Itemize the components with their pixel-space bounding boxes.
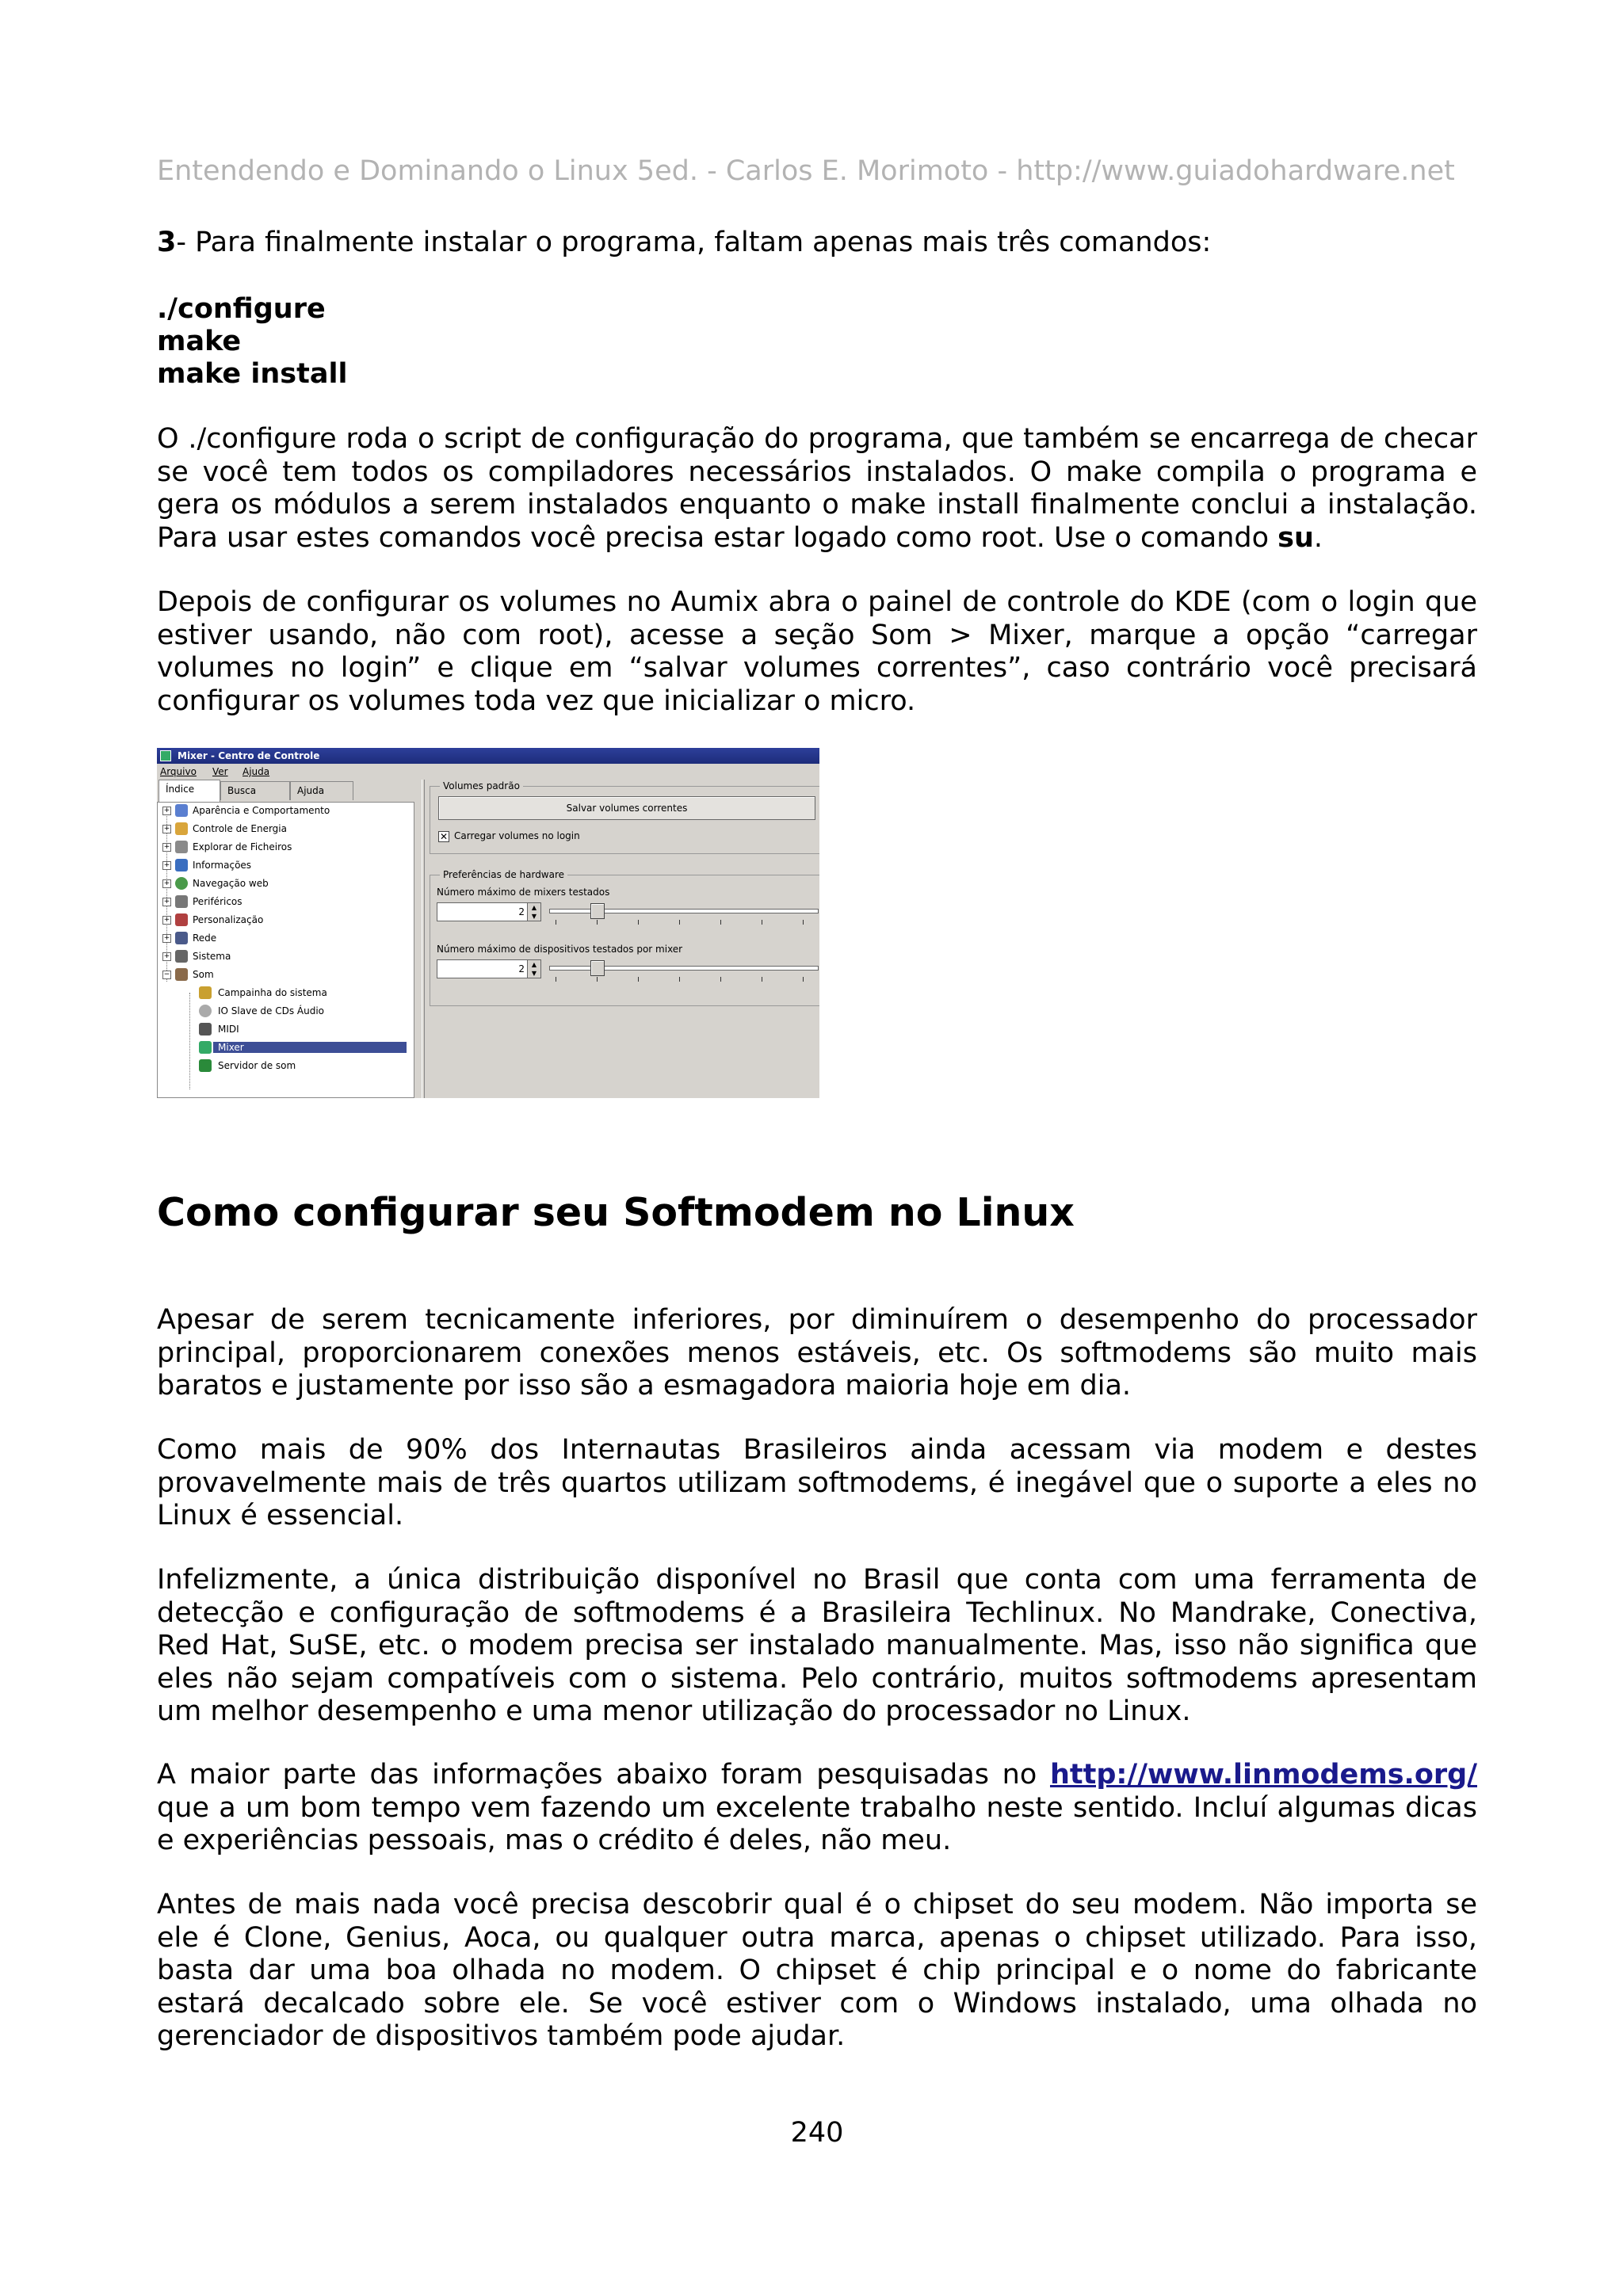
tree-item-label: Rede <box>193 933 217 944</box>
hardware-preferences-group <box>430 869 819 1006</box>
group-label: Preferências de hardware <box>440 869 567 880</box>
tree-item-label: Som <box>193 969 214 980</box>
paragraph-configure <box>157 423 1477 555</box>
spin-arrows-icon[interactable]: ▲ ▼ <box>527 903 540 921</box>
kde-window-icon <box>160 750 171 761</box>
menu-arquivo[interactable]: Arquivo <box>160 766 197 777</box>
max-devices-label: Número máximo de dispositivos testados por mixer <box>437 944 683 955</box>
expand-icon[interactable]: + <box>163 825 170 833</box>
file-manager-icon <box>175 841 188 853</box>
slider-tick <box>679 977 680 982</box>
page-number: 240 <box>790 2117 844 2149</box>
slider-tick <box>720 977 721 982</box>
tree-item-label: Sistema <box>193 951 231 962</box>
tree-item-label: Periféricos <box>193 896 242 907</box>
max-mixers-slider-handle[interactable] <box>590 903 605 919</box>
appearance-icon <box>175 804 188 817</box>
menu-ver[interactable]: Ver <box>212 766 228 777</box>
module-tree <box>157 802 414 1098</box>
tab-busca[interactable]: Busca <box>220 781 290 800</box>
slider-tick <box>638 977 639 982</box>
tree-item-label: Controle de Energia <box>193 823 287 834</box>
slider-tick <box>597 920 598 925</box>
max-mixers-label: Número máximo de mixers testados <box>437 887 610 898</box>
max-devices-spinbox[interactable] <box>437 959 541 978</box>
max-devices-slider[interactable] <box>549 966 819 971</box>
menu-ajuda[interactable]: Ajuda <box>242 766 270 777</box>
expand-icon[interactable]: + <box>163 807 170 814</box>
running-header: Entendendo e Dominando o Linux 5ed. - Carlos E. Morimoto - http://www.guiadohardware.net <box>157 155 1455 187</box>
slider-tick <box>597 977 598 982</box>
mixer-icon <box>199 1041 212 1054</box>
tree-item-label: Informações <box>193 860 252 871</box>
sidebar-tabs <box>157 780 442 802</box>
tree-item-label: IO Slave de CDs Áudio <box>218 1005 325 1016</box>
expand-icon[interactable]: + <box>163 843 170 851</box>
paragraph-softmodems: Apesar de serem tecnicamente inferiores, por diminuírem o desempenho do processador principal, proporcionarem conexões menos estáveis, etc. Os softmodems são muito mais baratos e justamente por isso são a esmagadora maioria hoje em dia. <box>157 1304 1477 1402</box>
tree-item-label: Explorar de Ficheiros <box>193 841 292 852</box>
network-icon <box>175 932 188 944</box>
tree-item-label: Personalização <box>193 914 264 925</box>
system-icon <box>175 950 188 963</box>
info-icon <box>175 859 188 871</box>
splitter[interactable] <box>422 780 425 1098</box>
paragraph-linmodems-text: A maior parte das informações abaixo foram pesquisadas no <box>157 1759 1050 1791</box>
tree-item-label: MIDI <box>218 1024 239 1035</box>
slider-tick <box>803 920 804 925</box>
command-configure: ./configure <box>157 293 326 325</box>
expand-icon[interactable]: + <box>163 952 170 960</box>
default-volumes-group <box>430 780 819 854</box>
paragraph-configure-end: . <box>1313 521 1323 554</box>
max-devices-slider-handle[interactable] <box>590 960 605 976</box>
tab-indice[interactable]: Índice <box>158 780 220 802</box>
slider-tick <box>638 920 639 925</box>
spin-value: 2 <box>518 963 525 974</box>
expand-icon[interactable]: + <box>163 898 170 906</box>
tree-item-label: Servidor de som <box>218 1060 296 1071</box>
slider-tick <box>679 920 680 925</box>
checkbox-label: Carregar volumes no login <box>454 830 580 841</box>
bell-icon <box>199 986 212 999</box>
tree-item-label: Aparência e Comportamento <box>193 805 330 816</box>
group-label: Volumes padrão <box>440 780 523 791</box>
paragraph-internautas: Como mais de 90% dos Internautas Brasileiros ainda acessam via modem e destes provavelmente mais de três quartos utilizam softmodems, é inegável que o suporte a eles no Linux é essencial. <box>157 1434 1477 1531</box>
sound-icon <box>175 968 188 981</box>
step-text: - Para finalmente instalar o programa, faltam apenas mais três comandos: <box>176 227 1212 258</box>
slider-tick <box>720 920 721 925</box>
globe-icon <box>175 877 188 890</box>
tree-item-mixer[interactable] <box>158 1039 411 1057</box>
tab-ajuda[interactable]: Ajuda <box>290 781 353 800</box>
sound-server-icon <box>199 1059 212 1072</box>
mixer-settings-panel <box>430 780 819 1098</box>
expand-icon[interactable]: + <box>163 861 170 869</box>
linmodems-link[interactable]: http://www.linmodems.org/ <box>1049 1759 1477 1791</box>
tree-item-label: Campainha do sistema <box>218 987 327 998</box>
midi-icon <box>199 1023 212 1035</box>
window-title: Mixer - Centro de Controle <box>178 750 320 761</box>
paragraph-distribuicao: Infelizmente, a única distribuição disponível no Brasil que conta com uma ferramenta de detecção e configuração de softmodems é a Brasileira Techlinux. No Mandrake, Conectiva, Red Hat, SuSE, etc. o modem precisa ser instalado manualmente. Mas, isso não significa que eles não sejam compatíveis com o sistema. Pelo contrário, muitos softmodems apresentam um melhor desempenho e uma menor utilização do processador no Linux. <box>157 1564 1477 1727</box>
section-heading: Como configurar seu Softmodem no Linux <box>157 1190 1075 1235</box>
peripherals-icon <box>175 895 188 908</box>
kde-mixer-screenshot <box>157 748 819 1098</box>
paragraph-aumix: Depois de configurar os volumes no Aumix abra o painel de controle do KDE (com o login que estiver usando, não com root), acesse a seção Som > Mixer, marque a opção “carregar volumes no login” e clique em “salvar volumes correntes”, caso contrário você precisará configurar os volumes toda vez que inicializar o micro. <box>157 586 1477 717</box>
cd-icon <box>199 1005 212 1017</box>
personalization-icon <box>175 913 188 926</box>
paragraph-linmodems <box>157 1759 1477 1858</box>
power-icon <box>175 822 188 835</box>
expand-icon[interactable]: + <box>163 916 170 924</box>
max-mixers-slider[interactable] <box>549 909 819 913</box>
command-make-install: make install <box>157 358 348 390</box>
tree-item-label: Navegação web <box>193 878 269 889</box>
expand-icon[interactable]: + <box>163 934 170 942</box>
load-volumes-checkbox[interactable]: ✕ <box>439 831 449 842</box>
max-mixers-spinbox[interactable] <box>437 902 541 921</box>
window-titlebar <box>157 748 819 764</box>
slider-tick <box>803 977 804 982</box>
step-number: 3 <box>157 227 177 258</box>
paragraph-linmodems-end: que a um bom tempo vem fazendo um excelente trabalho neste sentido. Incluí algumas dicas e experiências pessoais, mas o crédito é deles, não meu. <box>157 1791 1477 1856</box>
paragraph-configure-text: O ./configure roda o script de configuração do programa, que também se encarrega de checar se você tem todos os compiladores necessários instalados. O make compila o programa e gera os módulos a serem instalados enquanto o make install finalmente conclui a instalação. Para usar estes comandos você precisa estar logado como root. Use o comando <box>157 423 1477 554</box>
paragraph-chipset: Antes de mais nada você precisa descobrir qual é o chipset do seu modem. Não importa se ele é Clone, Genius, Aoca, ou qualquer outra marca, apenas o chipset utilizado. Para isso, basta dar uma boa olhada no modem. O chipset é chip principal e o nome do fabricante estará decalcado sobre ele. Se você estiver com o Windows instalado, uma olhada no gerenciador de dispositivos também pode ajudar. <box>157 1889 1477 2052</box>
spin-arrows-icon[interactable]: ▲ ▼ <box>527 960 540 978</box>
expand-icon[interactable]: + <box>163 879 170 887</box>
collapse-icon[interactable]: − <box>163 971 170 978</box>
step-3-paragraph <box>157 227 1477 260</box>
spin-value: 2 <box>518 906 525 917</box>
save-volumes-button[interactable]: Salvar volumes correntes <box>438 796 815 820</box>
menubar <box>157 764 819 780</box>
command-make: make <box>157 326 242 357</box>
tree-item-label: Mixer <box>213 1042 407 1053</box>
su-command: su <box>1277 521 1314 554</box>
